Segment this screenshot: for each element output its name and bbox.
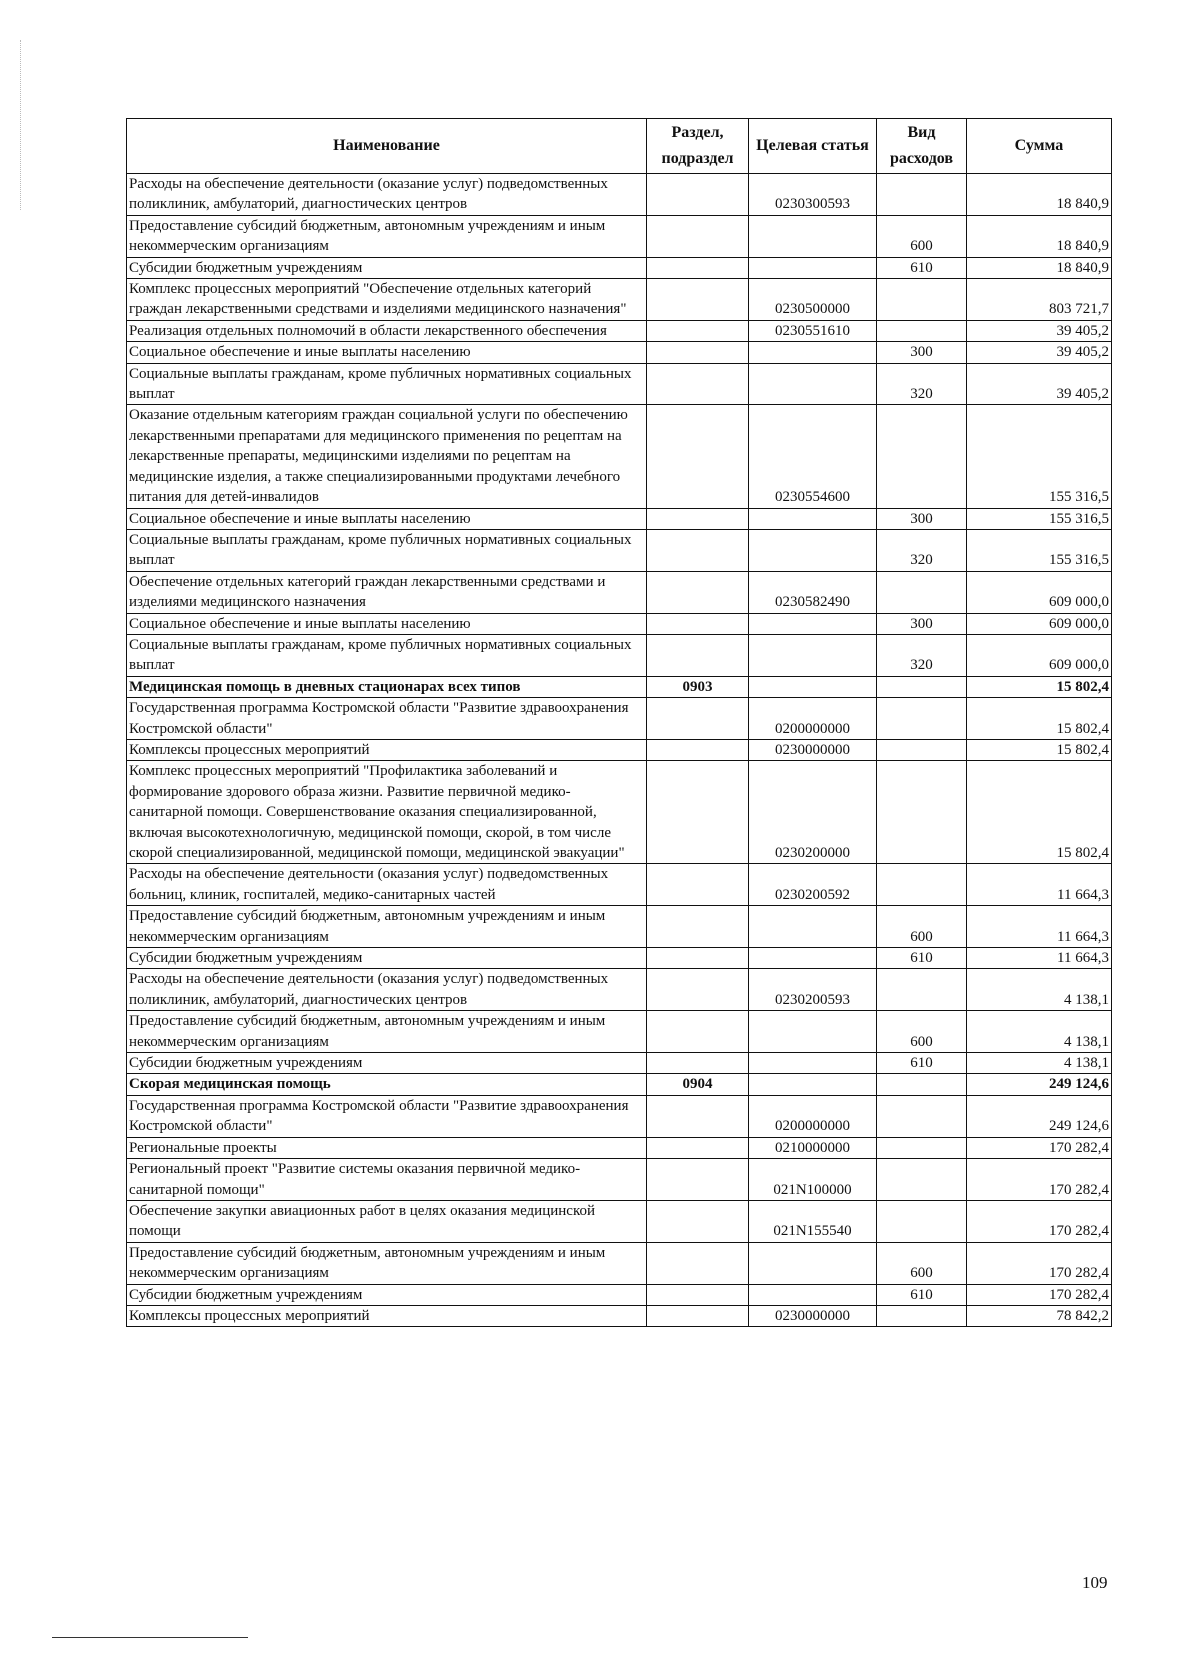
cell-sum: 18 840,9 <box>967 215 1112 257</box>
cell-kind <box>877 174 967 216</box>
cell-name: Оказание отдельным категориям граждан социальной услуги по обеспечению лекарственными препаратами для медицинского применения по рецептам на лекарственные препараты, медицинскими изделиями по рецептам на медицинские изделия, а также специализированными продуктами лечебного питания для детей-инвалидов <box>127 405 647 508</box>
cell-target: 0230000000 <box>749 739 877 760</box>
table-row <box>127 1200 1112 1242</box>
cell-kind: 600 <box>877 1011 967 1053</box>
cell-name: Государственная программа Костромской области "Развитие здравоохранения Костромской области" <box>127 1095 647 1137</box>
cell-name: Предоставление субсидий бюджетным, автономным учреждениям и иным некоммерческим организациям <box>127 215 647 257</box>
cell-section <box>647 1053 749 1074</box>
cell-name: Комплекс процессных мероприятий "Обеспечение отдельных категорий граждан лекарственными средствами и изделиями медицинского назначения" <box>127 279 647 321</box>
table-row <box>127 363 1112 405</box>
cell-section <box>647 215 749 257</box>
cell-section <box>647 969 749 1011</box>
cell-name: Комплексы процессных мероприятий <box>127 739 647 760</box>
cell-section <box>647 1011 749 1053</box>
header-name: Наименование <box>127 119 647 174</box>
cell-target: 021N100000 <box>749 1159 877 1201</box>
header-section: Раздел, подраздел <box>647 119 749 174</box>
cell-section <box>647 405 749 508</box>
cell-sum: 170 282,4 <box>967 1137 1112 1158</box>
cell-target <box>749 634 877 676</box>
table-row <box>127 1137 1112 1158</box>
cell-section <box>647 257 749 278</box>
cell-target: 0230200592 <box>749 864 877 906</box>
cell-section <box>647 1159 749 1201</box>
cell-kind <box>877 1159 967 1201</box>
cell-section <box>647 906 749 948</box>
cell-sum: 170 282,4 <box>967 1200 1112 1242</box>
cell-target <box>749 1284 877 1305</box>
table-row <box>127 257 1112 278</box>
cell-target <box>749 948 877 969</box>
cell-kind: 300 <box>877 613 967 634</box>
cell-target: 021N155540 <box>749 1200 877 1242</box>
cell-name: Предоставление субсидий бюджетным, автономным учреждениям и иным некоммерческим организациям <box>127 1011 647 1053</box>
cell-name: Субсидии бюджетным учреждениям <box>127 257 647 278</box>
cell-kind <box>877 405 967 508</box>
cell-section <box>647 1137 749 1158</box>
table-row <box>127 1284 1112 1305</box>
cell-sum: 15 802,4 <box>967 761 1112 864</box>
cell-target: 0230300593 <box>749 174 877 216</box>
table-row <box>127 1305 1112 1326</box>
cell-target: 0200000000 <box>749 1095 877 1137</box>
cell-kind <box>877 761 967 864</box>
cell-section <box>647 739 749 760</box>
cell-name: Комплексы процессных мероприятий <box>127 1305 647 1326</box>
cell-target <box>749 676 877 697</box>
cell-sum: 155 316,5 <box>967 508 1112 529</box>
cell-sum: 18 840,9 <box>967 174 1112 216</box>
cell-name: Медицинская помощь в дневных стационарах всех типов <box>127 676 647 697</box>
cell-target <box>749 1242 877 1284</box>
table-row <box>127 1053 1112 1074</box>
cell-sum: 15 802,4 <box>967 698 1112 740</box>
cell-sum: 170 282,4 <box>967 1159 1112 1201</box>
cell-target: 0230500000 <box>749 279 877 321</box>
cell-kind: 300 <box>877 342 967 363</box>
table-row <box>127 174 1112 216</box>
cell-sum: 78 842,2 <box>967 1305 1112 1326</box>
table-row <box>127 906 1112 948</box>
cell-section <box>647 342 749 363</box>
table-row <box>127 948 1112 969</box>
cell-target: 0230200593 <box>749 969 877 1011</box>
cell-sum: 11 664,3 <box>967 948 1112 969</box>
cell-name: Реализация отдельных полномочий в области лекарственного обеспечения <box>127 320 647 341</box>
table-row <box>127 864 1112 906</box>
table-row <box>127 279 1112 321</box>
cell-kind <box>877 676 967 697</box>
cell-target <box>749 1053 877 1074</box>
cell-section <box>647 1095 749 1137</box>
cell-target: 0200000000 <box>749 698 877 740</box>
cell-name: Предоставление субсидий бюджетным, автономным учреждениям и иным некоммерческим организациям <box>127 1242 647 1284</box>
cell-section <box>647 948 749 969</box>
cell-name: Субсидии бюджетным учреждениям <box>127 1053 647 1074</box>
cell-section <box>647 634 749 676</box>
cell-sum: 11 664,3 <box>967 906 1112 948</box>
table-row <box>127 405 1112 508</box>
cell-sum: 4 138,1 <box>967 1053 1112 1074</box>
cell-kind <box>877 1074 967 1095</box>
cell-target <box>749 215 877 257</box>
table-row <box>127 1159 1112 1201</box>
cell-kind <box>877 739 967 760</box>
cell-target: 0230551610 <box>749 320 877 341</box>
cell-kind: 600 <box>877 215 967 257</box>
cell-section <box>647 613 749 634</box>
cell-sum: 803 721,7 <box>967 279 1112 321</box>
cell-section <box>647 1305 749 1326</box>
table-row <box>127 508 1112 529</box>
cell-name: Социальные выплаты гражданам, кроме публичных нормативных социальных выплат <box>127 363 647 405</box>
cell-sum: 39 405,2 <box>967 342 1112 363</box>
footnote-divider <box>52 1637 248 1638</box>
cell-kind: 300 <box>877 508 967 529</box>
table-row <box>127 1242 1112 1284</box>
cell-section: 0904 <box>647 1074 749 1095</box>
cell-section <box>647 508 749 529</box>
cell-name: Социальное обеспечение и иные выплаты населению <box>127 342 647 363</box>
cell-sum: 4 138,1 <box>967 969 1112 1011</box>
cell-sum: 11 664,3 <box>967 864 1112 906</box>
table-row <box>127 1074 1112 1095</box>
cell-section <box>647 864 749 906</box>
cell-section <box>647 1284 749 1305</box>
cell-name: Социальные выплаты гражданам, кроме публичных нормативных социальных выплат <box>127 634 647 676</box>
cell-sum: 155 316,5 <box>967 405 1112 508</box>
cell-sum: 249 124,6 <box>967 1074 1112 1095</box>
cell-name: Скорая медицинская помощь <box>127 1074 647 1095</box>
header-sum: Сумма <box>967 119 1112 174</box>
cell-kind <box>877 1137 967 1158</box>
cell-sum: 15 802,4 <box>967 739 1112 760</box>
cell-section <box>647 529 749 571</box>
table-row <box>127 571 1112 613</box>
cell-sum: 155 316,5 <box>967 529 1112 571</box>
table-row <box>127 969 1112 1011</box>
cell-name: Государственная программа Костромской области "Развитие здравоохранения Костромской области" <box>127 698 647 740</box>
scan-edge-mark <box>20 40 21 210</box>
table-row <box>127 761 1112 864</box>
cell-name: Расходы на обеспечение деятельности (оказания услуг) подведомственных больниц, клиник, госпиталей, медико-санитарных частей <box>127 864 647 906</box>
cell-target: 0230200000 <box>749 761 877 864</box>
table-row <box>127 739 1112 760</box>
cell-section <box>647 761 749 864</box>
table-body <box>127 174 1112 1327</box>
budget-table <box>126 118 1112 1327</box>
cell-section <box>647 279 749 321</box>
page-number: 109 <box>1082 1573 1108 1592</box>
cell-kind <box>877 864 967 906</box>
cell-name: Обеспечение закупки авиационных работ в целях оказания медицинской помощи <box>127 1200 647 1242</box>
cell-kind: 320 <box>877 634 967 676</box>
cell-target <box>749 1011 877 1053</box>
header-target: Целевая статья <box>749 119 877 174</box>
cell-sum: 15 802,4 <box>967 676 1112 697</box>
cell-target: 0230000000 <box>749 1305 877 1326</box>
cell-kind <box>877 320 967 341</box>
cell-kind <box>877 1200 967 1242</box>
table-row <box>127 342 1112 363</box>
cell-name: Социальное обеспечение и иные выплаты населению <box>127 613 647 634</box>
table-row <box>127 215 1112 257</box>
cell-sum: 170 282,4 <box>967 1284 1112 1305</box>
cell-name: Социальные выплаты гражданам, кроме публичных нормативных социальных выплат <box>127 529 647 571</box>
cell-name: Региональные проекты <box>127 1137 647 1158</box>
cell-name: Предоставление субсидий бюджетным, автономным учреждениям и иным некоммерческим организациям <box>127 906 647 948</box>
cell-target: 0230554600 <box>749 405 877 508</box>
cell-kind: 600 <box>877 1242 967 1284</box>
cell-sum: 609 000,0 <box>967 634 1112 676</box>
cell-sum: 249 124,6 <box>967 1095 1112 1137</box>
cell-kind: 600 <box>877 906 967 948</box>
cell-kind: 610 <box>877 1284 967 1305</box>
cell-target <box>749 508 877 529</box>
cell-kind <box>877 1305 967 1326</box>
table-row <box>127 320 1112 341</box>
cell-section: 0903 <box>647 676 749 697</box>
table-row <box>127 529 1112 571</box>
table-header-row <box>127 119 1112 174</box>
cell-name: Региональный проект "Развитие системы оказания первичной медико-санитарной помощи" <box>127 1159 647 1201</box>
cell-target <box>749 1074 877 1095</box>
cell-sum: 18 840,9 <box>967 257 1112 278</box>
cell-sum: 39 405,2 <box>967 320 1112 341</box>
cell-name: Обеспечение отдельных категорий граждан лекарственными средствами и изделиями медицинского назначения <box>127 571 647 613</box>
cell-kind <box>877 279 967 321</box>
cell-target <box>749 613 877 634</box>
cell-section <box>647 363 749 405</box>
cell-kind: 320 <box>877 529 967 571</box>
cell-target: 0230582490 <box>749 571 877 613</box>
cell-target <box>749 529 877 571</box>
cell-kind: 610 <box>877 948 967 969</box>
table-row <box>127 613 1112 634</box>
cell-target <box>749 257 877 278</box>
cell-kind <box>877 571 967 613</box>
cell-name: Расходы на обеспечение деятельности (оказания услуг) подведомственных поликлиник, амбулаторий, диагностических центров <box>127 969 647 1011</box>
table-row <box>127 698 1112 740</box>
cell-target <box>749 906 877 948</box>
cell-section <box>647 571 749 613</box>
cell-sum: 39 405,2 <box>967 363 1112 405</box>
table-row <box>127 676 1112 697</box>
cell-section <box>647 320 749 341</box>
cell-kind: 610 <box>877 257 967 278</box>
cell-section <box>647 698 749 740</box>
cell-target: 0210000000 <box>749 1137 877 1158</box>
cell-name: Социальное обеспечение и иные выплаты населению <box>127 508 647 529</box>
cell-kind <box>877 698 967 740</box>
cell-kind: 610 <box>877 1053 967 1074</box>
cell-kind: 320 <box>877 363 967 405</box>
table-row <box>127 634 1112 676</box>
cell-target <box>749 342 877 363</box>
cell-sum: 170 282,4 <box>967 1242 1112 1284</box>
cell-kind <box>877 969 967 1011</box>
cell-section <box>647 174 749 216</box>
cell-name: Расходы на обеспечение деятельности (оказание услуг) подведомственных поликлиник, амбулаторий, диагностических центров <box>127 174 647 216</box>
table-row <box>127 1095 1112 1137</box>
cell-kind <box>877 1095 967 1137</box>
cell-name: Субсидии бюджетным учреждениям <box>127 948 647 969</box>
cell-sum: 609 000,0 <box>967 613 1112 634</box>
cell-name: Комплекс процессных мероприятий "Профилактика заболеваний и формирование здорового образа жизни. Развитие первичной медико-санитарной помощи. Совершенствование оказания специализированной, включая высокотехнологичную, медицинской помощи, скорой, в том числе скорой специализированной, медицинской помощи, медицинской эвакуации" <box>127 761 647 864</box>
header-kind: Вид расходов <box>877 119 967 174</box>
cell-sum: 609 000,0 <box>967 571 1112 613</box>
cell-name: Субсидии бюджетным учреждениям <box>127 1284 647 1305</box>
cell-section <box>647 1200 749 1242</box>
table-row <box>127 1011 1112 1053</box>
cell-section <box>647 1242 749 1284</box>
cell-target <box>749 363 877 405</box>
cell-sum: 4 138,1 <box>967 1011 1112 1053</box>
